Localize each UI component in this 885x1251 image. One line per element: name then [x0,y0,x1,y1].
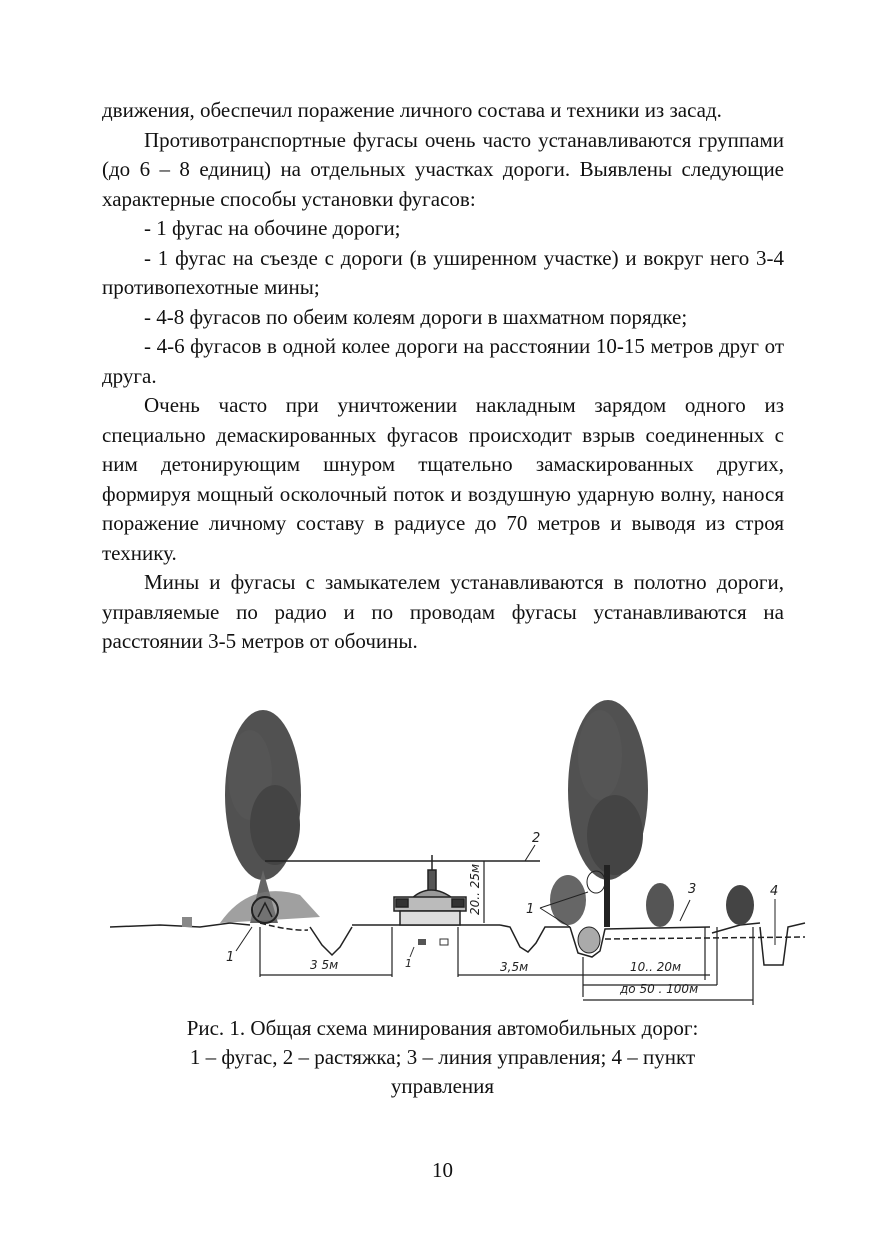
label-dist-10-20: 10.. 20м [630,960,682,974]
paragraph: движения, обеспечил поражение личного состава и техники из засад. [102,98,722,122]
label-tripwire: 2 [532,831,541,846]
bush-icon [726,885,754,925]
label-dist-50-100: до 50 . 100м [620,982,699,996]
road-fugas-icon [418,939,426,945]
list-item: - 1 фугас на обочине дороги; [144,216,401,240]
list-item: - 4-6 фугасов в одной колее дороги на расстоянии 10-15 метров друг от друга. [102,334,784,388]
label-control-line: 3 [688,882,697,897]
tank-icon [394,855,466,925]
road-mining-diagram [100,695,810,1015]
figure-caption [110,1014,775,1101]
label-height: 20.. 25м [468,863,482,915]
tree-left-icon [220,710,320,923]
paragraph: Противотранспортные фугасы очень часто устанавливаются группами (до 6 – 8 единиц) на отдельных участках дороги. Выявлены следующие характерные способы установки фугасов: [102,127,784,211]
list-item: - 4-8 фугасов по обеим колеям дороги в шахматном порядке; [144,304,688,329]
label-fugas-right: 1 [526,902,535,917]
label-fugas-road: 1 [405,957,412,970]
tree-right-icon [550,700,674,927]
page-number: 10 [432,1158,453,1182]
caption-line: 1 – фугас, 2 – растяжка; 3 – линия управления; 4 – пункт [189,1045,696,1069]
label-control-point: 4 [770,884,779,899]
paragraph: Очень часто при уничтожении накладным зарядом одного из специально демаскированных фугасов происходит взрыв соединенных с ним детонирующим шнуром тщательно замаскированных других, формируя мощный осколочный поток и воздушную ударную волну, нанося поражение личному составу в радиусе до 70 метров и выводя из строя технику. [102,393,784,565]
caption-line: Рис. 1. Общая схема минирования автомобильных дорог: [186,1016,699,1040]
label-dist-right: 3,5м [500,960,529,974]
marker-square [182,917,192,927]
caption-line: управления [390,1074,495,1098]
paragraph: Мины и фугасы с замыкателем устанавливаются в полотно дороги, управляемые по радио и по проводам фугасы устанавливаются на расстоянии 3-5 метров от обочины. [102,570,784,653]
label-fugas-left: 1 [226,950,235,965]
label-dist-left: 3 5м [310,958,339,972]
body-text [102,96,784,657]
list-item: - 1 фугас на съезде с дороги (в уширенном участке) и вокруг него 3-4 противопехотные мины; [102,245,784,299]
